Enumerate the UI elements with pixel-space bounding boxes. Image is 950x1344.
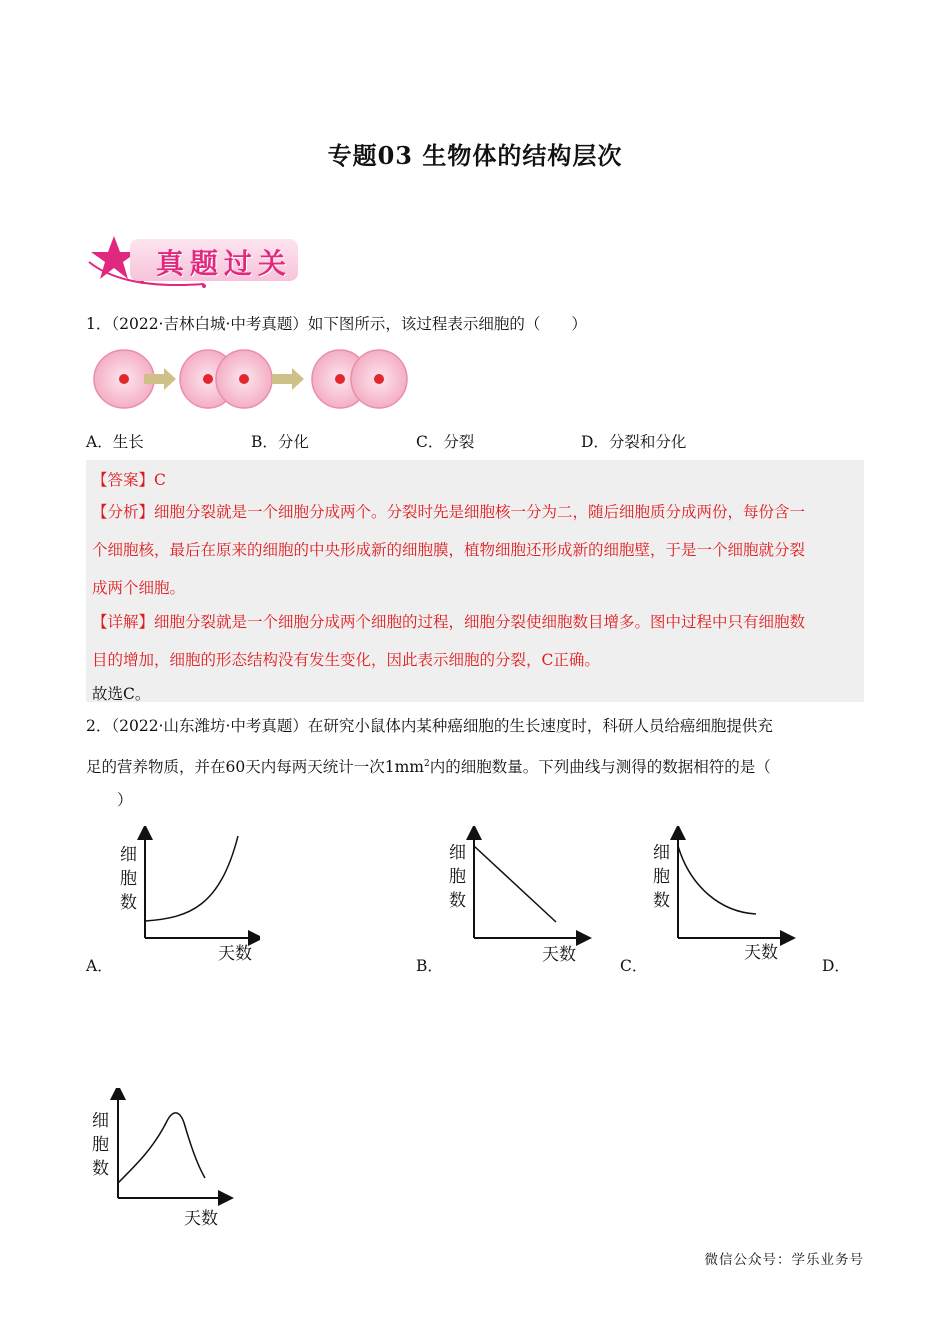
graph-d-xlabel: 天数	[184, 1209, 218, 1228]
graph-b-ylabel-1: 细	[449, 843, 466, 863]
graph-d-ylabel-2: 胞	[92, 1135, 109, 1155]
q2-line-2-part-a: 足的营养物质，并在60天内每两天统计一次1mm	[86, 758, 424, 777]
graph-c-ylabel-3: 数	[653, 891, 670, 911]
q1-option-b: B．分化	[251, 433, 309, 451]
cell-3-icon	[312, 350, 407, 408]
section-banner	[84, 232, 304, 292]
graph-a-xlabel: 天数	[218, 944, 252, 964]
question-1-stem: 1．（2022·吉林白城·中考真题）如下图所示，该过程表示细胞的（ ）	[86, 315, 587, 333]
graph-a-ylabel-1: 细	[120, 845, 137, 865]
graph-a	[110, 826, 260, 966]
q1-conclusion: 故选C。	[92, 685, 151, 703]
cell-division-figure	[92, 348, 408, 410]
graph-b-ylabel-2: 胞	[449, 867, 466, 887]
q2-option-d: D．	[822, 957, 850, 975]
graph-d	[88, 1088, 238, 1228]
q1-answer: 【答案】C	[92, 471, 166, 489]
q1-analysis-line-1: 【分析】细胞分裂就是一个细胞分成两个。分裂时先是细胞核一分为二，随后细胞质分成两份，每份含一	[92, 503, 806, 521]
q1-option-d: D．分裂和分化	[581, 433, 687, 451]
q1-option-c: C．分裂	[416, 433, 475, 451]
graph-c	[650, 826, 800, 966]
cell-2-icon	[180, 350, 272, 408]
question-2-line-1: 2．（2022·山东潍坊·中考真题）在研究小鼠体内某种癌细胞的生长速度时，科研人员给癌细胞提供充	[86, 717, 773, 735]
q1-option-a: A．生长	[86, 433, 144, 451]
graph-a-ylabel-3: 数	[120, 893, 137, 913]
graph-b-curve	[474, 846, 556, 922]
graph-b-ylabel-3: 数	[449, 891, 466, 911]
graph-a-ylabel-2: 胞	[120, 869, 137, 889]
page-title: 专题03 生物体的结构层次	[327, 141, 623, 170]
question-2-line-3: ）	[86, 791, 133, 809]
q1-analysis-line-2: 个细胞核，最后在原来的细胞的中央形成新的细胞膜，植物细胞还形成新的细胞壁，于是一个细胞就分裂	[92, 541, 806, 559]
graph-c-ylabel-2: 胞	[653, 867, 670, 887]
graph-b	[446, 826, 596, 966]
q2-line-2-part-b: 内的细胞数量。下列曲线与测得的数据相符的是（	[429, 758, 771, 777]
graph-d-curve	[118, 1113, 205, 1183]
graph-b-xlabel: 天数	[542, 945, 576, 965]
graph-d-ylabel-3: 数	[92, 1159, 109, 1179]
banner-label: 真题过关	[156, 247, 293, 280]
q1-detail-line-2: 目的增加，细胞的形态结构没有发生变化，因此表示细胞的分裂，C正确。	[92, 651, 600, 669]
q1-analysis-line-3: 成两个细胞。	[92, 579, 186, 597]
graph-c-ylabel-1: 细	[653, 843, 670, 863]
footer-note: 微信公众号：学乐业务号	[704, 1252, 864, 1268]
question-2-line-2	[86, 754, 771, 777]
graph-a-curve	[145, 836, 238, 921]
q2-option-c: C．	[620, 957, 648, 975]
q1-detail-line-1: 【详解】细胞分裂就是一个细胞分成两个细胞的过程，细胞分裂使细胞数目增多。图中过程中只有细胞数	[92, 613, 806, 631]
q2-superscript: 2	[423, 759, 430, 769]
q1-answer-box	[86, 460, 864, 702]
graph-c-curve	[678, 846, 756, 914]
arrow-icon	[272, 368, 304, 390]
graph-d-ylabel-1: 细	[92, 1111, 109, 1131]
q2-option-a: A．	[86, 957, 113, 975]
q2-option-b: B．	[416, 957, 443, 975]
graph-c-xlabel: 天数	[744, 943, 778, 963]
